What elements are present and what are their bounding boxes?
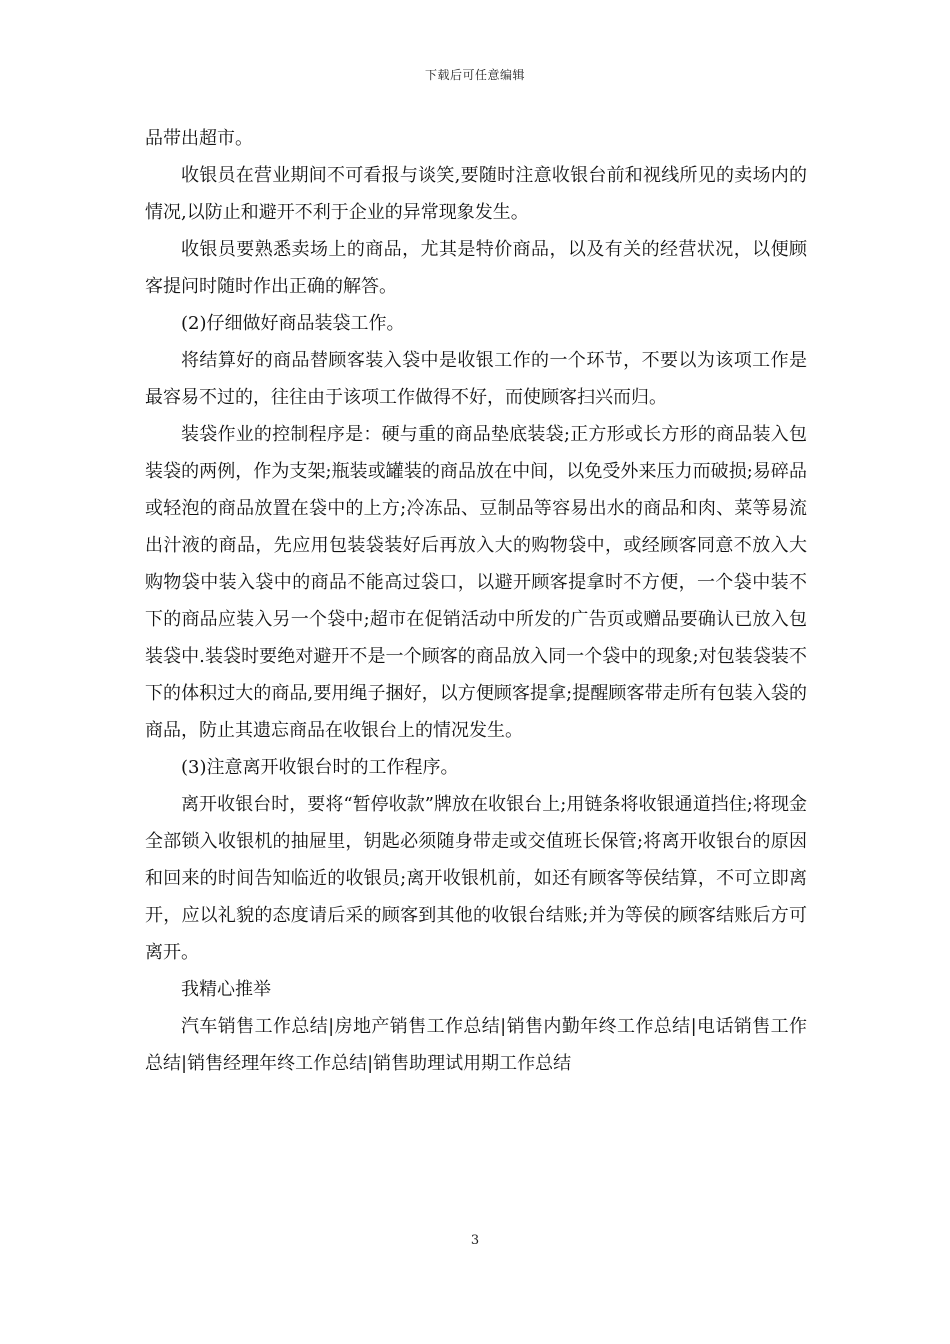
section-heading: (3)注意离开收银台时的工作程序。 xyxy=(181,757,459,778)
recommendation-heading: 我精心推举 xyxy=(181,979,271,1000)
document-body xyxy=(145,120,807,1082)
link-real-estate-sales-summary[interactable]: 房地产销售工作总结 xyxy=(334,1016,501,1037)
link-telephone-sales-summary[interactable]: 电话销售工作总结 xyxy=(145,1016,808,1074)
link-sales-assistant-year-end-summary[interactable]: 销售内勤年终工作总结 xyxy=(506,1016,691,1037)
paragraph: 收银员在营业期间不可看报与谈笑,要随时注意收银台前和视线所见的卖场内的情况,以防止和避开不利于企业的异常现象发生。 xyxy=(145,165,807,223)
paragraph: 品带出超市。 xyxy=(145,128,253,149)
link-separator: | xyxy=(690,1016,697,1037)
recommended-links xyxy=(145,1008,807,1082)
link-sales-manager-year-end-summary[interactable]: 销售经理年终工作总结 xyxy=(187,1053,368,1074)
page-number: 3 xyxy=(470,1233,480,1248)
paragraph: 装袋作业的控制程序是：硬与重的商品垫底装袋;正方形或长方形的商品装入包装袋的两例，作为支架;瓶装或罐装的商品放在中间，以免受外来压力而破损;易碎品或轻泡的商品放置在袋中的上方;冷冻品、豆制品等容易出水的商品和肉、菜等易流出汁液的商品，先应用包装袋装好后再放入大的购物袋中，或经顾客同意不放入大购物袋中装入袋中的商品不能高过袋口，以避开顾客提拿时不方便，一个袋中装不下的商品应装入另一个袋中;超市在促销活动中所发的广告页或赠品要确认已放入包装袋中.装袋时要绝对避开不是一个顾客的商品放入同一个袋中的现象;对包装袋装不下的体积过大的商品,要用绳子捆好，以方便顾客提拿;提醒顾客带走所有包装入袋的商品，防止其遗忘商品在收银台上的情况发生。 xyxy=(145,424,807,741)
link-separator: | xyxy=(181,1053,188,1074)
link-separator: | xyxy=(328,1016,335,1037)
link-sales-assistant-probation-summary[interactable]: 销售助理试用期工作总结 xyxy=(373,1053,572,1074)
paragraph: 离开收银台时，要将“暂停收款”牌放在收银台上;用链条将收银通道挡住;将现金全部锁入收银机的抽屉里，钥匙必须随身带走或交值班长保管;将离开收银台的原因和回来的时间告知临近的收银员;离开收银机前，如还有顾客等侯结算，不可立即离开，应以礼貌的态度请后采的顾客到其他的收银台结账;并为等侯的顾客结账后方可离开。 xyxy=(145,794,807,963)
paragraph: 将结算好的商品替顾客装入袋中是收银工作的一个环节，不要以为该项工作是最容易不过的，往往由于该项工作做得不好，而使顾客扫兴而归。 xyxy=(145,350,807,408)
page-header: 下载后可任意编辑 xyxy=(424,68,525,82)
link-car-sales-summary[interactable]: 汽车销售工作总结 xyxy=(181,1016,329,1037)
section-heading: (2)仔细做好商品装袋工作。 xyxy=(181,313,405,334)
link-separator: | xyxy=(367,1053,374,1074)
paragraph: 收银员要熟悉卖场上的商品，尤其是特价商品，以及有关的经营状况，以便顾客提问时随时作出正确的解答。 xyxy=(145,239,807,297)
link-separator: | xyxy=(500,1016,507,1037)
